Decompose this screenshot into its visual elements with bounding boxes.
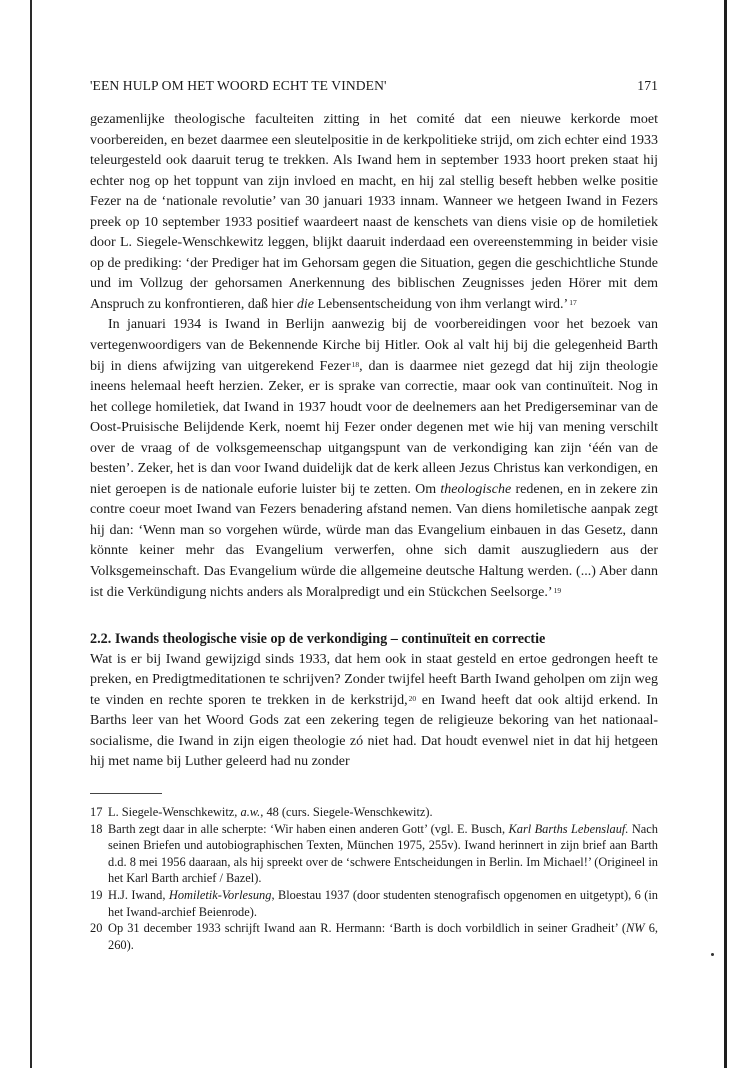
footnote-18	[90, 821, 658, 887]
book-page	[90, 78, 658, 953]
footnote-number: 17	[90, 804, 103, 819]
paragraph-1	[90, 110, 658, 315]
running-head	[90, 78, 658, 94]
footnote-number: 20	[90, 921, 103, 936]
footnote-text-part: 6, 260).	[108, 921, 659, 952]
paragraph-2-text-mid: , dan is daarmee niet gezegd dat hij zijn theologie ineens helemaal heeft herzien. Zeker, er is sprake van correctie, maar ook van continuïteit. Nog in het college homiletiek, dat Iwand in 1937 houdt voor de deelnemers aan het Predigerseminar van de Oost-Pruisische Belijdende Kerk, noemt hij Fezer onder degenen met wie hij van mening verschilt over de vraag of de volksgemeenschap uitgangspunt van de verkondiging kan zijn ‘één van de besten’. Zeker, het is dan voor Iwand duidelijk dat de kerk alleen Jezus Christus kan verkondigen, en niet geroepen is de nationale euforie luister bij te zetten. Om	[90, 358, 658, 497]
paragraph-1-italic: die	[296, 296, 314, 312]
paragraph-2	[90, 315, 658, 603]
page-right-edge	[724, 0, 727, 1068]
footnote-ref-17[interactable]: 17	[569, 297, 577, 307]
footnote-20	[90, 920, 658, 953]
paragraph-2-text-end: redenen, en in zekere zin contre coeur moet Iwand van Fezers benadering afstand nemen. Van diens homiletische aanpak zegt hij dan: ‘Wenn man so vorgehen würde, würde man das Evangelium einbauen in das Gesetz, dann könnte keiner mehr das Evangelium verwerfen, ohne sich damit auszugliedern aus der Volksgemeinschaft. Das Evangelium würde die allgemeine deutsche Haltung werden. (...) Aber dann ist die Verkündigung nichts anders als Moralpredigt und ein Stückchen Seelsorge.’	[90, 481, 658, 600]
section-heading: 2.2. Iwands theologische visie op de verkondiging – continuïteit en correctie	[90, 631, 546, 648]
footnote-17	[90, 804, 658, 821]
footnote-italic: NW	[626, 921, 645, 936]
footnote-divider	[90, 793, 162, 794]
footnote-italic: Homiletik-Vorlesung	[168, 887, 272, 902]
footnote-text	[108, 821, 658, 887]
footnote-ref-18[interactable]: 18	[351, 359, 360, 369]
footnote-text-part: , 48 (curs. Siegele-Wenschkewitz).	[260, 804, 433, 819]
footnote-text-part: , Bloestau 1937 (door studenten stenografisch opgenomen en uitgetypt), 6 (in het Iwand-archief Beienrode).	[108, 887, 658, 919]
footnote-ref-20[interactable]: 20	[408, 693, 417, 703]
paragraph-2-italic: theologische	[440, 481, 512, 497]
paragraph-3-text: Wat is er bij Iwand gewijzigd sinds 1933, dat hem ook in staat gesteld en ertoe gedrongen heeft te preken, en Predigtmeditationen te schrijven? Zonder twijfel heeft Barth Iwand geholpen om zijn weg te vinden en rechte sporen te trekken in de kerkstrijd,	[90, 651, 658, 708]
footnote-text-part: Nach seinen Briefen und autobiographischen Texten, München 1975, 255v). Iwand herinnert in zijn brief aan Barth d.d. 8 mei 1956 daaraan, als hij spreekt over de ‘schwere Entscheidungen in Berlin. Im Michael!’ (Origineel in het Karl Barth archief / Bazel).	[108, 821, 658, 886]
paragraph-2-text: In januari 1934 is Iwand in Berlijn aanwezig bij de voorbereidingen voor het bezoek van vertegenwoordigers van de Bekennende Kirche bij Hitler. Ook al valt hij bij die gelegenheid Barth bij in diens afwijzing van uitgerekend Fezer	[90, 317, 658, 374]
body-text	[90, 110, 658, 773]
footnote-text	[108, 804, 658, 821]
footnote-number: 18	[90, 821, 103, 836]
footnote-text-part: L. Siegele-Wenschkewitz,	[108, 804, 241, 819]
footnote-text	[108, 920, 658, 953]
footnote-italic: Karl Barths Lebenslauf.	[508, 821, 629, 836]
footnote-text	[108, 887, 658, 920]
footnote-text-part: Barth zegt daar in alle scherpte: ‘Wir haben einen anderen Gott’ (vgl. E. Busch,	[108, 821, 509, 836]
footnote-text-part: H.J. Iwand,	[108, 887, 169, 902]
footnote-19	[90, 887, 658, 920]
footnotes	[90, 804, 658, 953]
footnote-italic: a.w.	[240, 804, 261, 819]
paragraph-1-text: gezamenlijke theologische faculteiten zitting in het comité dat een nieuwe kerkorde moet voorbereiden, en bezet daarmee een sleutelpositie in de kerkpolitieke strijd, om zich echter eind 1933 teleurgesteld ook daaruit terug te trekken. Als Iwand hem in september 1933 hoort preken staat hij echter nog op het toppunt van zijn invloed en macht, en hij zal stellig beseft hebben welke positie Fezer na de ‘nationale revolutie’ van 30 januari 1933 innam. Wanneer we hetgeen Iwand in Fezers preek op 10 september 1933 positief waardeert naast de kenschets van diens visie op de homiletiek door L. Siegele-Wenschkewitz leggen, blijkt daaruit inderdaad een overeenstemming in beider visie op de prediking: ‘der Prediger hat im Gehorsam gegen die Situation, gegen die geschichtliche Stunde und im Vollzug der gehorsamen Anerkennung des biblischen Zeugnisses jeden Hörer mit dem Anspruch zu konfrontieren, daß hier	[90, 112, 658, 312]
page-number: 171	[637, 78, 658, 93]
footnote-ref-19[interactable]: 19	[553, 585, 562, 595]
footnote-text-part: Op 31 december 1933 schrijft Iwand aan R. Hermann: ‘Barth is doch vorbildlich in seiner Gradheit’ (	[108, 921, 627, 936]
paragraph-3-text-end: en Iwand heeft dat ook altijd erkend. In Barths leer van het Woord Gods zat een zekering tegen de religieuze bekoring van het nationaal-socialisme, die Iwand in zijn eigen theologie zó niet had. Dat houdt evenwel niet in dat hij hetgeen hij met name bij Luther geleerd had nu zonder	[90, 692, 659, 770]
paragraph-1-text-end: Lebensentscheidung von ihm verlangt wird.’	[313, 296, 569, 312]
running-head-title: 'EEN HULP OM HET WOORD ECHT TE VINDEN'	[90, 78, 387, 93]
paragraph-3	[90, 650, 658, 773]
footnote-number: 19	[90, 887, 103, 902]
scan-speck	[711, 953, 714, 956]
page-left-edge	[30, 0, 32, 1068]
